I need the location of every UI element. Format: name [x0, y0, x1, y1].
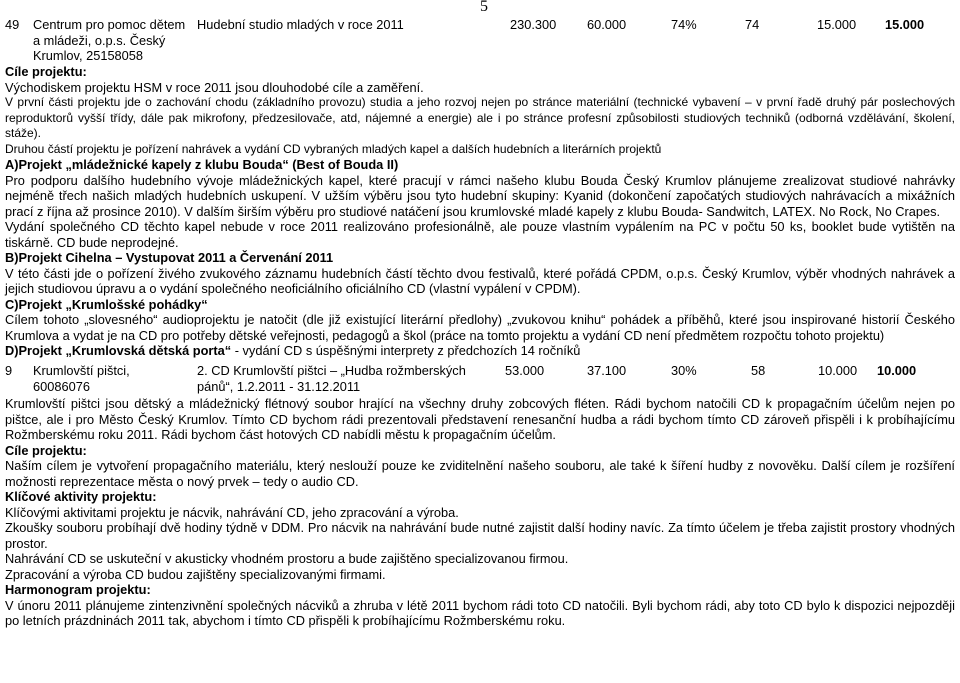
goals-label: Cíle projektu: — [5, 64, 87, 79]
goals-text-2: Naším cílem je vytvoření propagačního materiálu, který neslouží pouze ke zviditelnění našeho souboru, ale také k šíření hudby z novověku. Další cílem je rozšíření možnosti reprezentace města o nový prvek – tedy o audio CD. — [5, 458, 955, 489]
key-activity-4: Zpracování a výroba CD budou zajištěny specializovanými firmami. — [5, 566, 386, 582]
heading-d-tail: - vydání CD s úspěšnými interprety z předchozích 14 ročníků — [231, 343, 581, 358]
paragraph-1: V první části projektu jde o zachování chodu (základního provozu) studia a jeho rozvoj nejen po stránce materiální (technické vybavení – v první řadě druhý pár poslechových reproduktorů vyšší třídy, dále pak mikrofony, předzesilovače, atd, nájemné a energie) ale i po stránce profesní způsobilosti studiových techniků (odborná vzdělávání, školení, stáže). — [5, 95, 955, 140]
value-5: 10.000 — [818, 363, 858, 378]
section-49 — [5, 64, 955, 359]
text-a2: Vydání společného CD těchto kapel nebude v roce 2011 realizováno profesionálně, ale pouze vlastním vypálením na PC v počtu 50 ks, booklet bude vytištěn na tiskárně. CD bude neprodejné. — [5, 219, 955, 250]
value-6: 15.000 — [885, 17, 925, 32]
schedule-text: V únoru 2011 plánujeme zintenzivnění společných nácviků a zhruba v létě 2011 bychom rádi toto CD natočili. Byli bychom rádi, aby toto CD bylo k dispozici nejpozději po letních prázdninách 2011 tak, abychom i tímto CD přispěli k probíhajícímu Rožmberskému roku. — [5, 597, 955, 628]
value-3: 30% — [671, 363, 697, 378]
text-c: Cílem tohoto „slovesného“ audioprojektu je natočit (dle již existující literární předlohy) „zvukovou knihu“ pohádek a příběhů, které jsou inspirované historií Českého Krumlova a vydat je na CD pro potřeby dětské veřejnosti, pedagogů a škol (práce na tomto projektu a vydání CD není předmětem rozpočtu tohoto projektu) — [5, 312, 955, 343]
key-activity-1: Klíčovými aktivitami projektu je nácvik, nahrávání CD, jeho zpracování a výroba. — [5, 504, 459, 520]
value-2: 37.100 — [587, 363, 627, 378]
row-number: 49 — [5, 17, 20, 32]
value-4: 74 — [745, 17, 760, 32]
paragraph-9: Krumlovští pištci jsou dětský a mládežnický flétnový soubor hrající na všechny druhy zobcových fléten. Rádi bychom natočili CD k propagačním účelům nejen po pištce, ale i pro Město Český Krumlov. Tímto CD bychom rádi prezentovali představení renesanční hudba a rádi bychom tímto CD zároveň přispěli i k probíhajícímu Rožmberskému roku 2011. Rádi bychom část hotových CD nabídli městu k propagačním účelům. — [5, 396, 955, 442]
schedule-label: Harmonogram projektu: — [5, 582, 151, 597]
table-row-49 — [5, 0, 955, 63]
heading-c: C)Projekt „Krumlošské pohádky“ — [5, 296, 208, 312]
key-activity-2: Zkoušky souboru probíhají dvě hodiny týdně v DDM. Pro nácvik na nahrávání bude nutné zajistit další hodiny navíc. Za tímto účelem je třeba zajistit prostory vhodných prostor. — [5, 520, 955, 551]
value-2: 60.000 — [587, 17, 627, 32]
key-activities-label: Klíčové aktivity projektu: — [5, 489, 157, 504]
key-activity-3: Nahrávání CD se uskuteční v akusticky vhodném prostoru a bude zajištěno specializovanou firmou. — [5, 551, 569, 566]
organization: Centrum pro pomoc dětem a mládeži, o.p.s. Český Krumlov, 25158058 — [33, 17, 186, 63]
document-page — [5, 0, 955, 628]
text-b: V této části jde o pořízení živého zvukového záznamu hudebních částí těchto dvou festivalů, které pořádá CPDM, o.p.s. Český Krumlov, výběr vhodných nahrávek a jejich studiovou úpravu a o vydání společného neoficiálního oficiálního CD (vlastní vypálení v CPDM). — [5, 265, 955, 296]
heading-a: A)Projekt „mládežnické kapely z klubu Bouda“ (Best of Bouda II) — [5, 157, 399, 172]
value-3: 74% — [671, 17, 697, 32]
heading-b: B)Projekt Cihelna – Vystupovat 2011 a Červenání 2011 — [5, 250, 334, 265]
project-name: Hudební studio mladých v roce 2011 — [197, 17, 404, 32]
value-5: 15.000 — [817, 17, 857, 32]
project-name: 2. CD Krumlovští pištci – „Hudba rožmberských pánů“, 1.2.2011 - 31.12.2011 — [197, 363, 466, 394]
section-9 — [5, 396, 955, 629]
goals-label-2: Cíle projektu: — [5, 442, 87, 458]
value-4: 58 — [751, 363, 766, 378]
heading-d-line — [5, 343, 955, 359]
row-number: 9 — [5, 363, 13, 378]
value-6: 10.000 — [877, 363, 917, 378]
text-a1: Pro podporu dalšího hudebního vývoje mládežnických kapel, které pracují v rámci našeho klubu Bouda Český Krumlov plánujeme zrealizovat studiové nahrávky nejméně třech našich mladých hudebních uskupení. V užším výběru jsou tyto hudební skupiny: Kyanid (dokončení započatých studiových nahrávacích a mixážních prací z října až prosince 2010). V dalším širším výběru pro studiové natáčení jsou krumlovské mladé kapely z klubu Bouda- Sandwitch, LATEX. No Rock, No Crapes. — [5, 172, 955, 219]
page-number: 5 — [480, 0, 488, 15]
paragraph-2: Druhou částí projektu je pořízení nahrávek a vydání CD vybraných mladých kapel a dalších hudebních a literárních projektů — [5, 141, 662, 156]
table-row-9 — [5, 363, 955, 395]
organization: Krumlovští pištci, 60086076 — [33, 363, 130, 394]
value-1: 53.000 — [505, 363, 545, 378]
goals-text: Východiskem projektu HSM v roce 2011 jsou dlouhodobé cíle a zaměření. — [5, 79, 424, 95]
value-1: 230.300 — [510, 17, 557, 32]
heading-d: D)Projekt „Krumlovská dětská porta“ — [5, 343, 232, 358]
